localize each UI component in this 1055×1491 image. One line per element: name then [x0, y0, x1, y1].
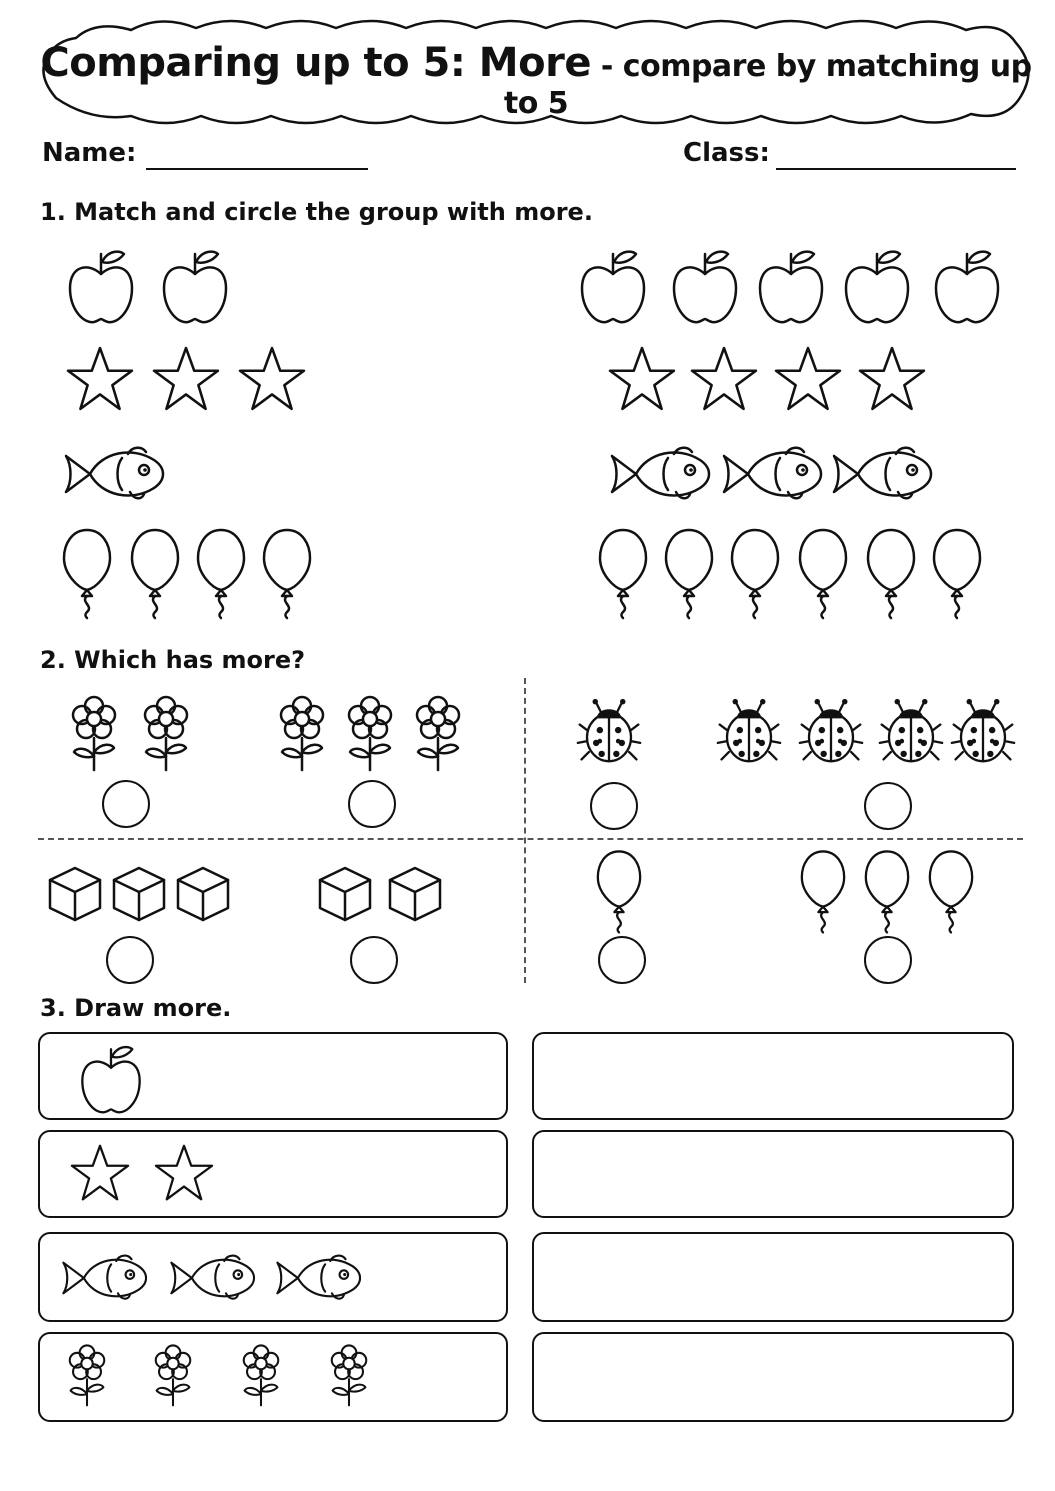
fish-icon	[168, 1250, 260, 1306]
flower-icon	[64, 1342, 110, 1408]
class-field[interactable]	[776, 168, 1016, 170]
flower-icon	[274, 694, 330, 772]
fish-icon	[60, 1250, 152, 1306]
flower-icon	[238, 1342, 284, 1408]
drawing-box[interactable]	[532, 1232, 1014, 1322]
answer-circle[interactable]	[864, 936, 912, 984]
apple-icon	[932, 244, 1002, 324]
fish-icon	[830, 442, 938, 506]
cube-icon	[318, 866, 372, 922]
answer-circle[interactable]	[590, 782, 638, 830]
flower-icon	[150, 1342, 196, 1408]
ladybug-icon	[576, 694, 642, 768]
cube-icon	[176, 866, 230, 922]
flower-icon	[326, 1342, 372, 1408]
answer-circle[interactable]	[864, 782, 912, 830]
answer-circle[interactable]	[106, 936, 154, 984]
balloon-icon	[730, 528, 780, 618]
answer-circle[interactable]	[102, 780, 150, 828]
balloon-icon	[596, 848, 642, 934]
flower-icon	[342, 694, 398, 772]
section-2-heading: 2. Which has more?	[40, 646, 306, 674]
flower-icon	[410, 694, 466, 772]
balloon-icon	[800, 848, 846, 934]
cube-icon	[388, 866, 442, 922]
apple-icon	[670, 244, 740, 324]
title-sub: compare by matching up to 5	[503, 49, 1032, 121]
balloon-icon	[664, 528, 714, 618]
title-separator: -	[590, 49, 623, 84]
cube-icon	[112, 866, 166, 922]
section-2-horizontal-divider	[38, 838, 1023, 840]
balloon-icon	[864, 848, 910, 934]
balloon-icon	[866, 528, 916, 618]
drawing-box[interactable]	[532, 1032, 1014, 1120]
class-label: Class:	[683, 138, 770, 168]
answer-circle[interactable]	[598, 936, 646, 984]
cube-icon	[48, 866, 102, 922]
apple-icon	[66, 244, 136, 324]
answer-circle[interactable]	[350, 936, 398, 984]
name-label: Name:	[42, 138, 137, 168]
star-icon	[66, 346, 134, 412]
apple-icon	[578, 244, 648, 324]
star-icon	[608, 346, 676, 412]
balloon-icon	[932, 528, 982, 618]
balloon-icon	[62, 528, 112, 618]
flower-icon	[66, 694, 122, 772]
balloon-icon	[798, 528, 848, 618]
star-icon	[858, 346, 926, 412]
star-icon	[238, 346, 306, 412]
fish-icon	[62, 442, 170, 506]
balloon-icon	[598, 528, 648, 618]
star-icon	[70, 1144, 130, 1202]
section-2-vertical-divider	[524, 678, 526, 983]
apple-icon	[78, 1040, 144, 1114]
balloon-icon	[928, 848, 974, 934]
worksheet-title	[36, 40, 1036, 121]
apple-icon	[842, 244, 912, 324]
ladybug-icon	[950, 694, 1016, 768]
balloon-icon	[196, 528, 246, 618]
fish-icon	[608, 442, 716, 506]
fish-icon	[274, 1250, 366, 1306]
flower-icon	[138, 694, 194, 772]
drawing-box[interactable]	[532, 1332, 1014, 1422]
ladybug-icon	[716, 694, 782, 768]
apple-icon	[160, 244, 230, 324]
star-icon	[152, 346, 220, 412]
apple-icon	[756, 244, 826, 324]
fish-icon	[720, 442, 828, 506]
drawing-box[interactable]	[532, 1130, 1014, 1218]
ladybug-icon	[878, 694, 944, 768]
balloon-icon	[130, 528, 180, 618]
ladybug-icon	[798, 694, 864, 768]
section-1-heading: 1. Match and circle the group with more.	[40, 198, 593, 226]
balloon-icon	[262, 528, 312, 618]
star-icon	[154, 1144, 214, 1202]
section-3-heading: 3. Draw more.	[40, 994, 232, 1022]
title-main: Comparing up to 5: More	[40, 40, 591, 86]
star-icon	[690, 346, 758, 412]
answer-circle[interactable]	[348, 780, 396, 828]
star-icon	[774, 346, 842, 412]
name-field[interactable]	[146, 168, 368, 170]
